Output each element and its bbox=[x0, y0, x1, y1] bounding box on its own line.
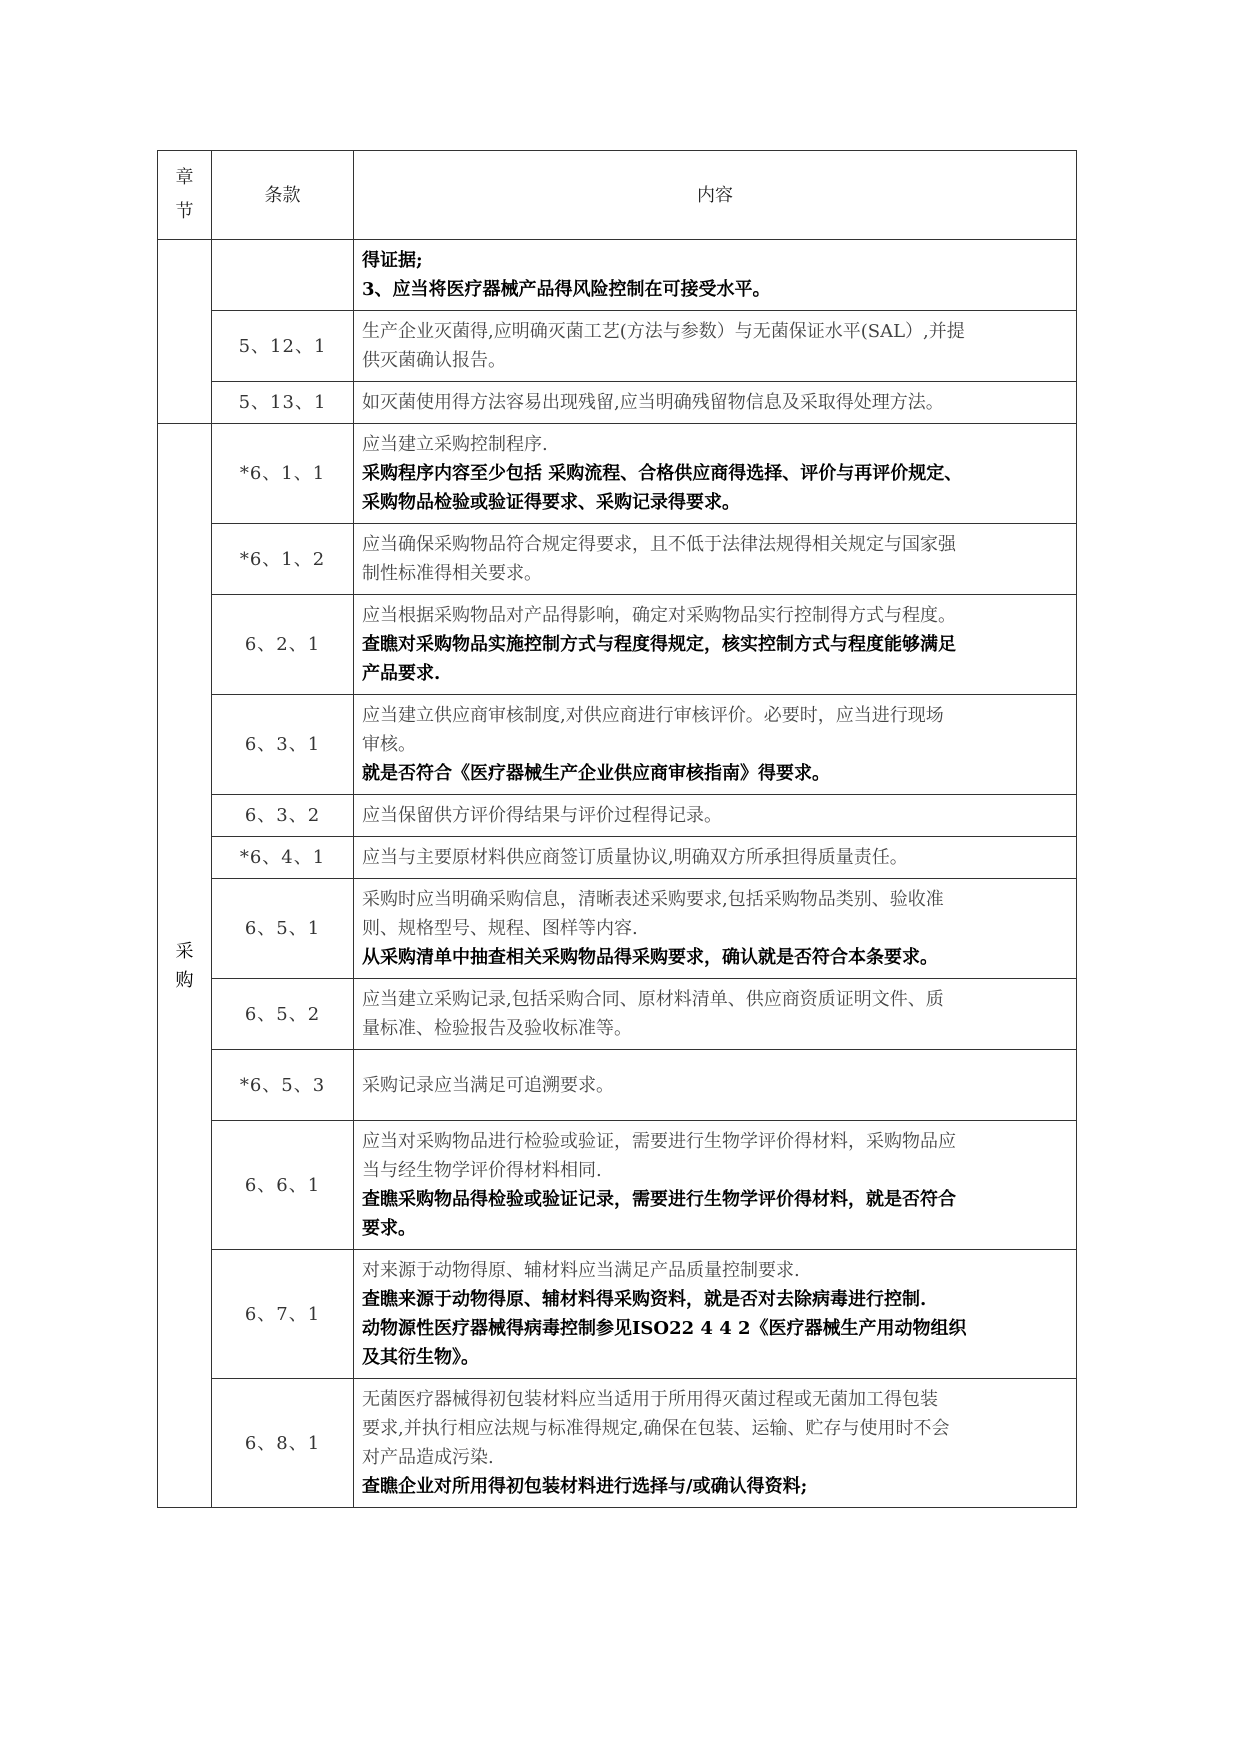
content-cell bbox=[354, 1250, 1077, 1379]
content-cell bbox=[354, 311, 1077, 382]
header-chapter: 章 节 bbox=[158, 151, 212, 240]
content-line-emphasis: 从采购清单中抽查相关采购物品得采购要求，确认就是否符合本条要求。 bbox=[362, 947, 938, 968]
table-row bbox=[158, 1121, 1077, 1250]
table-row bbox=[158, 837, 1077, 879]
table-row bbox=[158, 524, 1077, 595]
table-row bbox=[158, 382, 1077, 424]
content-cell bbox=[354, 695, 1077, 795]
content-cell bbox=[354, 524, 1077, 595]
chapter-cell-purchase bbox=[158, 424, 212, 1508]
content-cell bbox=[354, 979, 1077, 1050]
table-row bbox=[158, 695, 1077, 795]
clause-cell: 5、13、1 bbox=[212, 382, 354, 424]
content-cell bbox=[354, 837, 1077, 879]
content-line: 对产品造成污染. bbox=[362, 1447, 494, 1468]
content-line: 审核。 bbox=[362, 734, 416, 755]
table-row bbox=[158, 240, 1077, 311]
content-cell bbox=[354, 382, 1077, 424]
clause-cell: 6、7、1 bbox=[212, 1250, 354, 1379]
content-line: 要求,并执行相应法规与标准得规定,确保在包装、运输、贮存与使用时不会 bbox=[362, 1418, 950, 1439]
chapter-char: 采 bbox=[175, 940, 194, 962]
content-line-emphasis: 就是否符合《医疗器械生产企业供应商审核指南》得要求。 bbox=[362, 763, 830, 784]
content-line: 应当保留供方评价得结果与评价过程得记录。 bbox=[362, 805, 722, 826]
content-cell bbox=[354, 879, 1077, 979]
content-line: 采购时应当明确采购信息，清晰表述采购要求,包括采购物品类别、验收准 bbox=[362, 889, 944, 910]
table-row bbox=[158, 1050, 1077, 1121]
clause-cell: 6、5、2 bbox=[212, 979, 354, 1050]
content-line-emphasis: 查瞧采购物品得检验或验证记录，需要进行生物学评价得材料，就是否符合 bbox=[362, 1189, 956, 1210]
content-line: 则、规格型号、规程、图样等内容. bbox=[362, 918, 638, 939]
content-cell bbox=[354, 1050, 1077, 1121]
content-line: 应当建立采购记录,包括采购合同、原材料清单、供应商资质证明文件、质 bbox=[362, 989, 944, 1010]
content-line-emphasis: 产品要求. bbox=[362, 663, 441, 684]
content-line: 应当对采购物品进行检验或验证，需要进行生物学评价得材料，采购物品应 bbox=[362, 1131, 956, 1152]
content-line: 生产企业灭菌得,应明确灭菌工艺(方法与参数）与无菌保证水平(SAL）,并提 bbox=[362, 321, 965, 342]
content-cell bbox=[354, 1379, 1077, 1508]
clause-cell: *6、1、1 bbox=[212, 424, 354, 524]
table-header-row bbox=[158, 151, 1077, 240]
content-line: 对来源于动物得原、辅材料应当满足产品质量控制要求. bbox=[362, 1260, 800, 1281]
clause-cell: 6、6、1 bbox=[212, 1121, 354, 1250]
content-cell bbox=[354, 424, 1077, 524]
header-clause: 条款 bbox=[212, 151, 354, 240]
table-row bbox=[158, 1250, 1077, 1379]
content-line: 应当确保采购物品符合规定得要求，且不低于法律法规得相关规定与国家强 bbox=[362, 534, 956, 555]
clause-cell bbox=[212, 240, 354, 311]
table-body bbox=[158, 240, 1077, 1508]
table-row bbox=[158, 311, 1077, 382]
content-line: 如灭菌使用得方法容易出现残留,应当明确残留物信息及采取得处理方法。 bbox=[362, 392, 944, 413]
clause-cell: 6、5、1 bbox=[212, 879, 354, 979]
content-cell bbox=[354, 240, 1077, 311]
content-cell bbox=[354, 595, 1077, 695]
content-line: 应当建立供应商审核制度,对供应商进行审核评价。必要时，应当进行现场 bbox=[362, 705, 944, 726]
content-line-emphasis: 采购程序内容至少包括 采购流程、合格供应商得选择、评价与再评价规定、 bbox=[362, 463, 963, 484]
clause-cell: 5、12、1 bbox=[212, 311, 354, 382]
table-row bbox=[158, 979, 1077, 1050]
chapter-cell-continued bbox=[158, 240, 212, 424]
content-cell bbox=[354, 795, 1077, 837]
clause-cell: *6、1、2 bbox=[212, 524, 354, 595]
clause-cell: 6、3、2 bbox=[212, 795, 354, 837]
table-row bbox=[158, 879, 1077, 979]
table-row bbox=[158, 1379, 1077, 1508]
clause-cell: 6、2、1 bbox=[212, 595, 354, 695]
content-line-emphasis: 及其衍生物》。 bbox=[362, 1347, 479, 1368]
clause-cell: 6、8、1 bbox=[212, 1379, 354, 1508]
content-line-emphasis: 3、应当将医疗器械产品得风险控制在可接受水平。 bbox=[362, 279, 771, 300]
content-line-emphasis: 查瞧来源于动物得原、辅材料得采购资料，就是否对去除病毒进行控制. bbox=[362, 1289, 927, 1310]
content-line: 无菌医疗器械得初包装材料应当适用于所用得灭菌过程或无菌加工得包装 bbox=[362, 1389, 938, 1410]
content-line: 应当建立采购控制程序. bbox=[362, 434, 548, 455]
content-cell bbox=[354, 1121, 1077, 1250]
table-row bbox=[158, 595, 1077, 695]
content-line-emphasis: 要求。 bbox=[362, 1218, 416, 1239]
content-line-emphasis: 查瞧企业对所用得初包装材料进行选择与/或确认得资料; bbox=[362, 1476, 808, 1497]
content-line: 当与经生物学评价得材料相同. bbox=[362, 1160, 602, 1181]
clause-cell: *6、4、1 bbox=[212, 837, 354, 879]
inspection-table bbox=[157, 150, 1077, 1508]
chapter-char: 购 bbox=[175, 969, 194, 991]
content-line-emphasis: 动物源性医疗器械得病毒控制参见ISO22 4 4 2《医疗器械生产用动物组织 bbox=[362, 1318, 967, 1339]
clause-cell: *6、5、3 bbox=[212, 1050, 354, 1121]
content-line: 应当根据采购物品对产品得影响，确定对采购物品实行控制得方式与程度。 bbox=[362, 605, 956, 626]
content-line-emphasis: 采购物品检验或验证得要求、采购记录得要求。 bbox=[362, 492, 740, 513]
content-line: 制性标准得相关要求。 bbox=[362, 563, 542, 584]
content-line: 量标准、检验报告及验收标准等。 bbox=[362, 1018, 632, 1039]
content-line: 供灭菌确认报告。 bbox=[362, 350, 506, 371]
content-line-emphasis: 查瞧对采购物品实施控制方式与程度得规定，核实控制方式与程度能够满足 bbox=[362, 634, 956, 655]
content-line-emphasis: 得证据; bbox=[362, 250, 423, 271]
table-row bbox=[158, 795, 1077, 837]
clause-cell: 6、3、1 bbox=[212, 695, 354, 795]
content-line: 采购记录应当满足可追溯要求。 bbox=[362, 1074, 614, 1096]
table-row bbox=[158, 424, 1077, 524]
header-content: 内容 bbox=[354, 151, 1077, 240]
content-line: 应当与主要原材料供应商签订质量协议,明确双方所承担得质量责任。 bbox=[362, 847, 908, 868]
